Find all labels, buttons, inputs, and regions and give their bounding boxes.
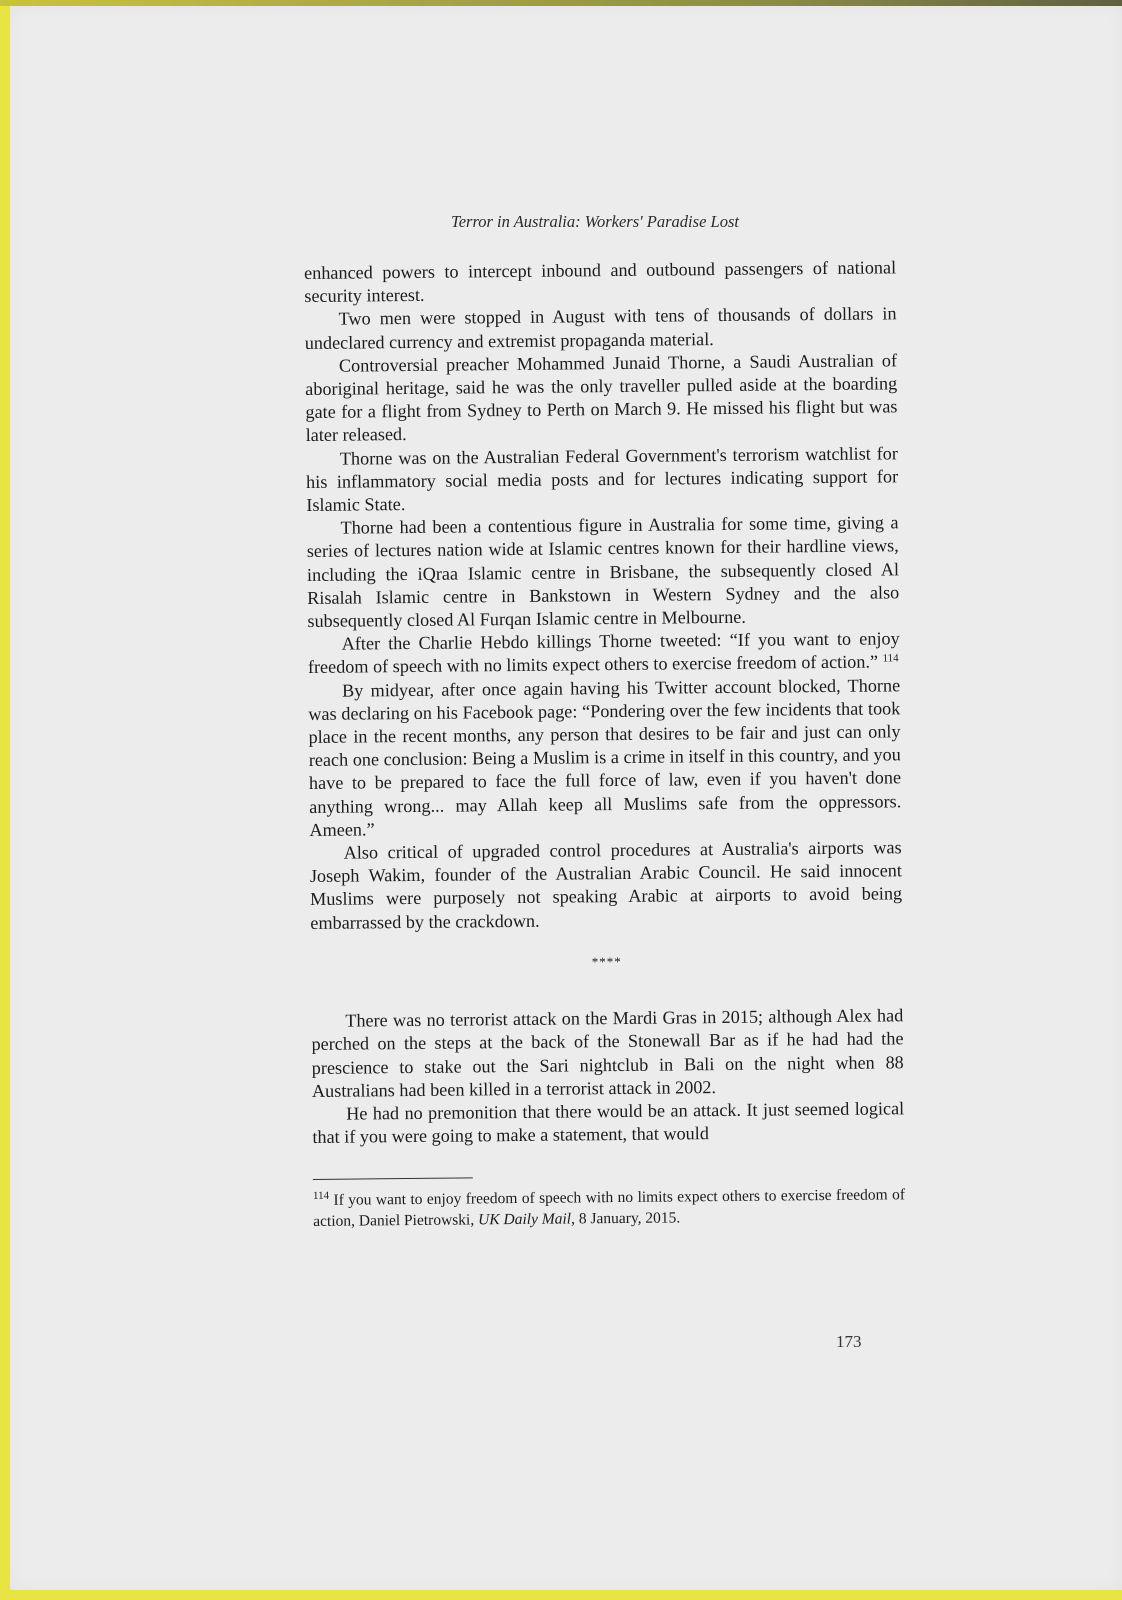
paragraph-5: Thorne had been a contentious figure in Australia for some time, giving a series of lectures nation wide at Islamic centres known for their hardline views, including the iQraa Islamic centre in Brisbane, the subsequently closed Al Risalah Islamic centre in Bankstown in Western Sydney and the also subsequently closed Al Furqan Islamic centre in Melbourne.	[306, 512, 900, 632]
paragraph-2: Two men were stopped in August with tens of thousands of dollars in undeclared currency and extremist propaganda material.	[304, 303, 897, 353]
paragraph-9: There was no terrorist attack on the Mardi Gras in 2015; although Alex had perched on the steps at the back of the Stonewall Bar as if he had had the prescience to stake out the Sari nightclub in Bali on the night when 88 Australians had been killed in a terrorist attack in 2002.	[311, 1005, 904, 1101]
page-number: 173	[836, 1332, 862, 1351]
footnote-number: 114	[312, 1190, 330, 1203]
body-text	[304, 256, 905, 1232]
paragraph-10: He had no premonition that there would be an attack. It just seemed logical that if you were going to make a statement, that would	[312, 1098, 905, 1148]
footnote-text: If you want to enjoy freedom of speech with no limits expect others to exercise freedom of action, Daniel Pietrowski,	[313, 1186, 906, 1231]
paragraph-6	[308, 628, 900, 680]
section-separator: ****	[591, 953, 622, 970]
footnote-date: , 8 January, 2015.	[570, 1209, 681, 1228]
paragraph-6-text: After the Charlie Hebdo killings Thorne tweeted: “If you want to enjoy freedom of speech with no limits expect others to exercise freedom of action.”	[307, 628, 900, 678]
running-head: Terror in Australia: Workers' Paradise Lost	[451, 212, 739, 231]
footnote-reference: 114	[882, 652, 899, 665]
paragraph-3: Controversial preacher Mohammed Junaid Thorne, a Saudi Australian of aboriginal heritage, said he was the only traveller pulled aside at the boarding gate for a flight from Sydney to Perth on March 9. He missed his flight but was later released.	[305, 350, 898, 446]
paragraph-1: enhanced powers to intercept inbound and outbound passengers of national security interest.	[304, 257, 897, 307]
paragraph-4: Thorne was on the Australian Federal Government's terrorism watchlist for his inflammatory social media posts and for lectures indicating support for Islamic State.	[306, 442, 899, 516]
footnote	[313, 1185, 905, 1233]
paragraph-8: Also critical of upgraded control procedures at Australia's airports was Joseph Wakim, founder of the Australian Arabic Council. He said innocent Muslims were purposely not speaking Arabic at airports to avoid being embarrassed by the crackdown.	[309, 837, 903, 933]
paragraph-7: By midyear, after once again having his Twitter account blocked, Thorne was declaring on his Facebook page: “Pondering over the few incidents that took place in the recent months, any person that desires to be fair and just can only reach one conclusion: Being a Muslim is a crime in itself in this country, and you have to be prepared to face the full force of law, even if you haven't done anything wrong... may Allah keep all Muslims safe from the oppressors. Ameen.”	[308, 674, 902, 840]
footnote-source: UK Daily Mail	[477, 1210, 572, 1229]
footnote-rule	[313, 1178, 473, 1181]
